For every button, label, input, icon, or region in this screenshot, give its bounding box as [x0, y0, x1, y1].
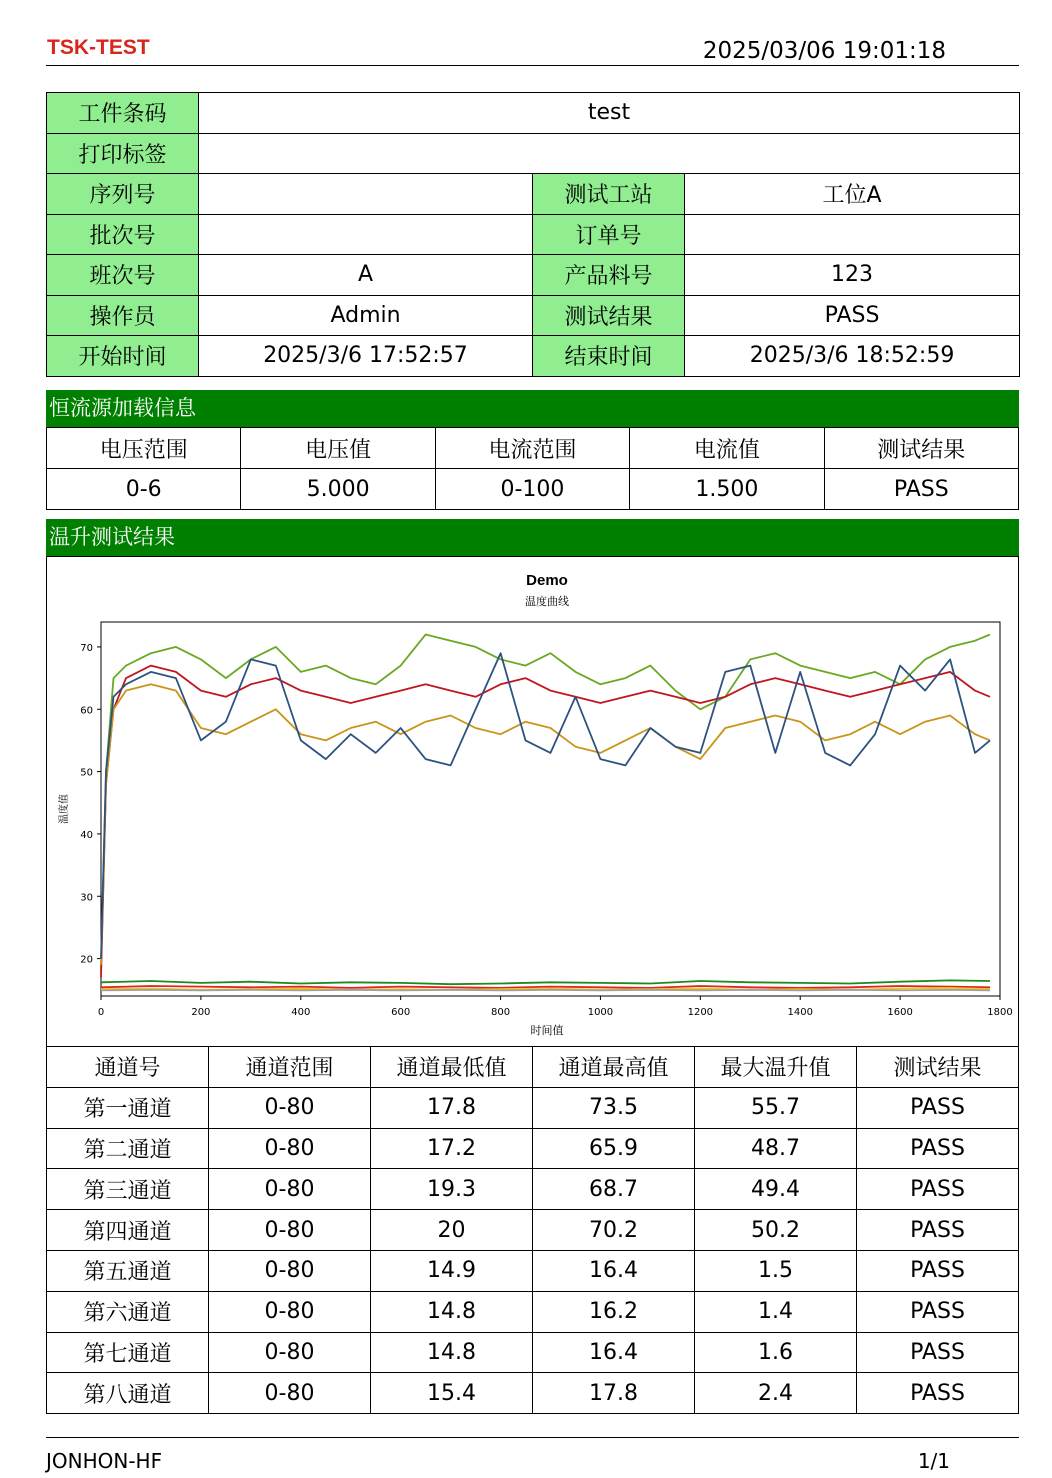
channel-cell: 第八通道: [47, 1373, 209, 1414]
cc-cell: 0-100: [435, 469, 629, 510]
order-label: 订单号: [533, 214, 685, 255]
channel-cell: 16.4: [533, 1250, 695, 1291]
x-tick-label: 1000: [587, 1007, 614, 1018]
brand-logo: TSK-TEST: [47, 36, 150, 59]
cc-cell: PASS: [824, 469, 1018, 510]
channel-cell: 49.4: [695, 1169, 857, 1210]
series-line-8: [101, 990, 990, 991]
print-label: 打印标签: [47, 133, 199, 174]
plot-frame: [101, 622, 1000, 996]
channel-header-cell: 通道范围: [209, 1047, 371, 1088]
info-row-serial: [47, 174, 1020, 215]
temperature-chart: [46, 556, 1019, 1046]
channel-header-cell: 通道最低值: [371, 1047, 533, 1088]
print-value: [199, 133, 1020, 174]
table-row: [47, 1250, 1019, 1291]
info-row-print: [47, 133, 1020, 174]
report-datetime: 2025/03/06 19:01:18: [702, 38, 946, 64]
series-line-2: [101, 666, 990, 978]
channel-cell: 0-80: [209, 1291, 371, 1332]
channel-cell: 第三通道: [47, 1169, 209, 1210]
barcode-label: 工件条码: [47, 93, 199, 134]
chart-title: Demo: [526, 572, 568, 589]
info-row-shift: [47, 255, 1020, 296]
end-time-label: 结束时间: [533, 336, 685, 377]
x-tick-label: 1600: [887, 1007, 913, 1018]
channel-cell: 第五通道: [47, 1250, 209, 1291]
x-tick-label: 1800: [987, 1007, 1013, 1018]
channel-cell: 1.6: [695, 1332, 857, 1373]
cc-header-cell: 电流范围: [435, 428, 629, 469]
y-tick-label: 30: [80, 892, 93, 904]
channel-cell: PASS: [857, 1373, 1019, 1414]
series-line-6: [101, 986, 990, 988]
header-divider: [46, 65, 1019, 66]
channel-cell: 15.4: [371, 1373, 533, 1414]
y-tick-label: 20: [80, 954, 93, 966]
channel-cell: 0-80: [209, 1250, 371, 1291]
channel-cell: 1.5: [695, 1250, 857, 1291]
channel-cell: PASS: [857, 1087, 1019, 1128]
series-line-5: [101, 980, 990, 984]
channel-cell: 1.4: [695, 1291, 857, 1332]
table-row: [47, 1291, 1019, 1332]
table-row: [47, 1210, 1019, 1251]
channel-cell: 0-80: [209, 1087, 371, 1128]
constant-current-table: [46, 427, 1019, 510]
chart-x-axis-label: 时间值: [530, 1024, 564, 1037]
footer-divider: [46, 1437, 1019, 1438]
channel-cell: 50.2: [695, 1210, 857, 1251]
serial-label: 序列号: [47, 174, 199, 215]
x-tick-label: 1400: [787, 1007, 813, 1018]
constant-current-section-title: 恒流源加载信息: [46, 390, 1019, 427]
channel-cell: 14.9: [371, 1250, 533, 1291]
channel-cell: 73.5: [533, 1087, 695, 1128]
x-tick-label: 800: [491, 1007, 511, 1018]
channel-cell: 2.4: [695, 1373, 857, 1414]
y-tick-label: 70: [80, 642, 93, 654]
chart-canvas: [47, 557, 1018, 1047]
channel-cell: PASS: [857, 1169, 1019, 1210]
info-table: [46, 92, 1020, 377]
end-time-value: 2025/3/6 18:52:59: [685, 336, 1020, 377]
x-tick-label: 400: [291, 1007, 311, 1018]
batch-label: 批次号: [47, 214, 199, 255]
plot-area: [80, 622, 1012, 1018]
table-row: [47, 1169, 1019, 1210]
order-value: [685, 214, 1020, 255]
channel-cell: 17.8: [533, 1373, 695, 1414]
channel-results-table: [46, 1046, 1019, 1414]
result-value: PASS: [685, 295, 1020, 336]
channel-cell: 14.8: [371, 1332, 533, 1373]
channel-cell: 0-80: [209, 1169, 371, 1210]
channel-cell: PASS: [857, 1332, 1019, 1373]
cc-data-row: [47, 469, 1019, 510]
batch-value: [199, 214, 533, 255]
cc-header-cell: 电流值: [630, 428, 824, 469]
channel-cell: 65.9: [533, 1128, 695, 1169]
channel-cell: PASS: [857, 1210, 1019, 1251]
operator-value: Admin: [199, 295, 533, 336]
station-value: 工位A: [685, 174, 1020, 215]
channel-cell: 0-80: [209, 1332, 371, 1373]
channel-cell: 16.4: [533, 1332, 695, 1373]
barcode-value: test: [199, 93, 1020, 134]
chart-y-axis-label: 温度值: [59, 794, 70, 824]
info-row-barcode: [47, 93, 1020, 134]
operator-label: 操作员: [47, 295, 199, 336]
x-tick-label: 0: [97, 1007, 105, 1018]
channel-cell: 14.8: [371, 1291, 533, 1332]
footer-page-number: 1/1: [917, 1449, 950, 1473]
y-tick-label: 40: [80, 829, 93, 841]
cc-header-row: [47, 428, 1019, 469]
footer-company: JONHON-HF: [46, 1449, 163, 1473]
cc-cell: 0-6: [47, 469, 241, 510]
shift-label: 班次号: [47, 255, 199, 296]
shift-value: A: [199, 255, 533, 296]
channel-cell: PASS: [857, 1128, 1019, 1169]
channel-cell: 0-80: [209, 1128, 371, 1169]
table-row: [47, 1332, 1019, 1373]
y-tick-label: 50: [80, 767, 93, 779]
start-time-value: 2025/3/6 17:52:57: [199, 336, 533, 377]
info-row-operator: [47, 295, 1020, 336]
series-line-1: [101, 635, 990, 972]
channel-header-row: [47, 1047, 1019, 1088]
channel-cell: 19.3: [371, 1169, 533, 1210]
cc-cell: 5.000: [241, 469, 435, 510]
chart-subtitle: 温度曲线: [525, 595, 569, 608]
cc-header-cell: 电压范围: [47, 428, 241, 469]
info-row-batch: [47, 214, 1020, 255]
table-row: [47, 1128, 1019, 1169]
cc-cell: 1.500: [630, 469, 824, 510]
cc-header-cell: 测试结果: [824, 428, 1018, 469]
channel-cell: 20: [371, 1210, 533, 1251]
series-line-4: [101, 653, 990, 958]
channel-cell: 0-80: [209, 1373, 371, 1414]
series-line-3: [101, 684, 990, 965]
material-value: 123: [685, 255, 1020, 296]
info-row-time: [47, 336, 1020, 377]
table-row: [47, 1373, 1019, 1414]
result-label: 测试结果: [533, 295, 685, 336]
material-label: 产品料号: [533, 255, 685, 296]
channel-cell: 55.7: [695, 1087, 857, 1128]
y-tick-label: 60: [80, 705, 93, 717]
channel-cell: 第六通道: [47, 1291, 209, 1332]
temperature-section-title: 温升测试结果: [46, 519, 1019, 556]
channel-header-cell: 通道最高值: [533, 1047, 695, 1088]
channel-cell: 第一通道: [47, 1087, 209, 1128]
channel-cell: 16.2: [533, 1291, 695, 1332]
channel-cell: 17.2: [371, 1128, 533, 1169]
channel-cell: 68.7: [533, 1169, 695, 1210]
channel-cell: PASS: [857, 1291, 1019, 1332]
channel-cell: 48.7: [695, 1128, 857, 1169]
station-label: 测试工站: [533, 174, 685, 215]
cc-header-cell: 电压值: [241, 428, 435, 469]
start-time-label: 开始时间: [47, 336, 199, 377]
channel-header-cell: 最大温升值: [695, 1047, 857, 1088]
x-tick-label: 1200: [687, 1007, 714, 1018]
serial-value: [199, 174, 533, 215]
channel-cell: PASS: [857, 1250, 1019, 1291]
channel-cell: 第二通道: [47, 1128, 209, 1169]
channel-cell: 第七通道: [47, 1332, 209, 1373]
channel-cell: 0-80: [209, 1210, 371, 1251]
x-tick-label: 600: [391, 1007, 411, 1018]
channel-cell: 70.2: [533, 1210, 695, 1251]
channel-header-cell: 通道号: [47, 1047, 209, 1088]
channel-header-cell: 测试结果: [857, 1047, 1019, 1088]
channel-cell: 第四通道: [47, 1210, 209, 1251]
channel-cell: 17.8: [371, 1087, 533, 1128]
x-tick-label: 200: [191, 1007, 211, 1018]
table-row: [47, 1087, 1019, 1128]
